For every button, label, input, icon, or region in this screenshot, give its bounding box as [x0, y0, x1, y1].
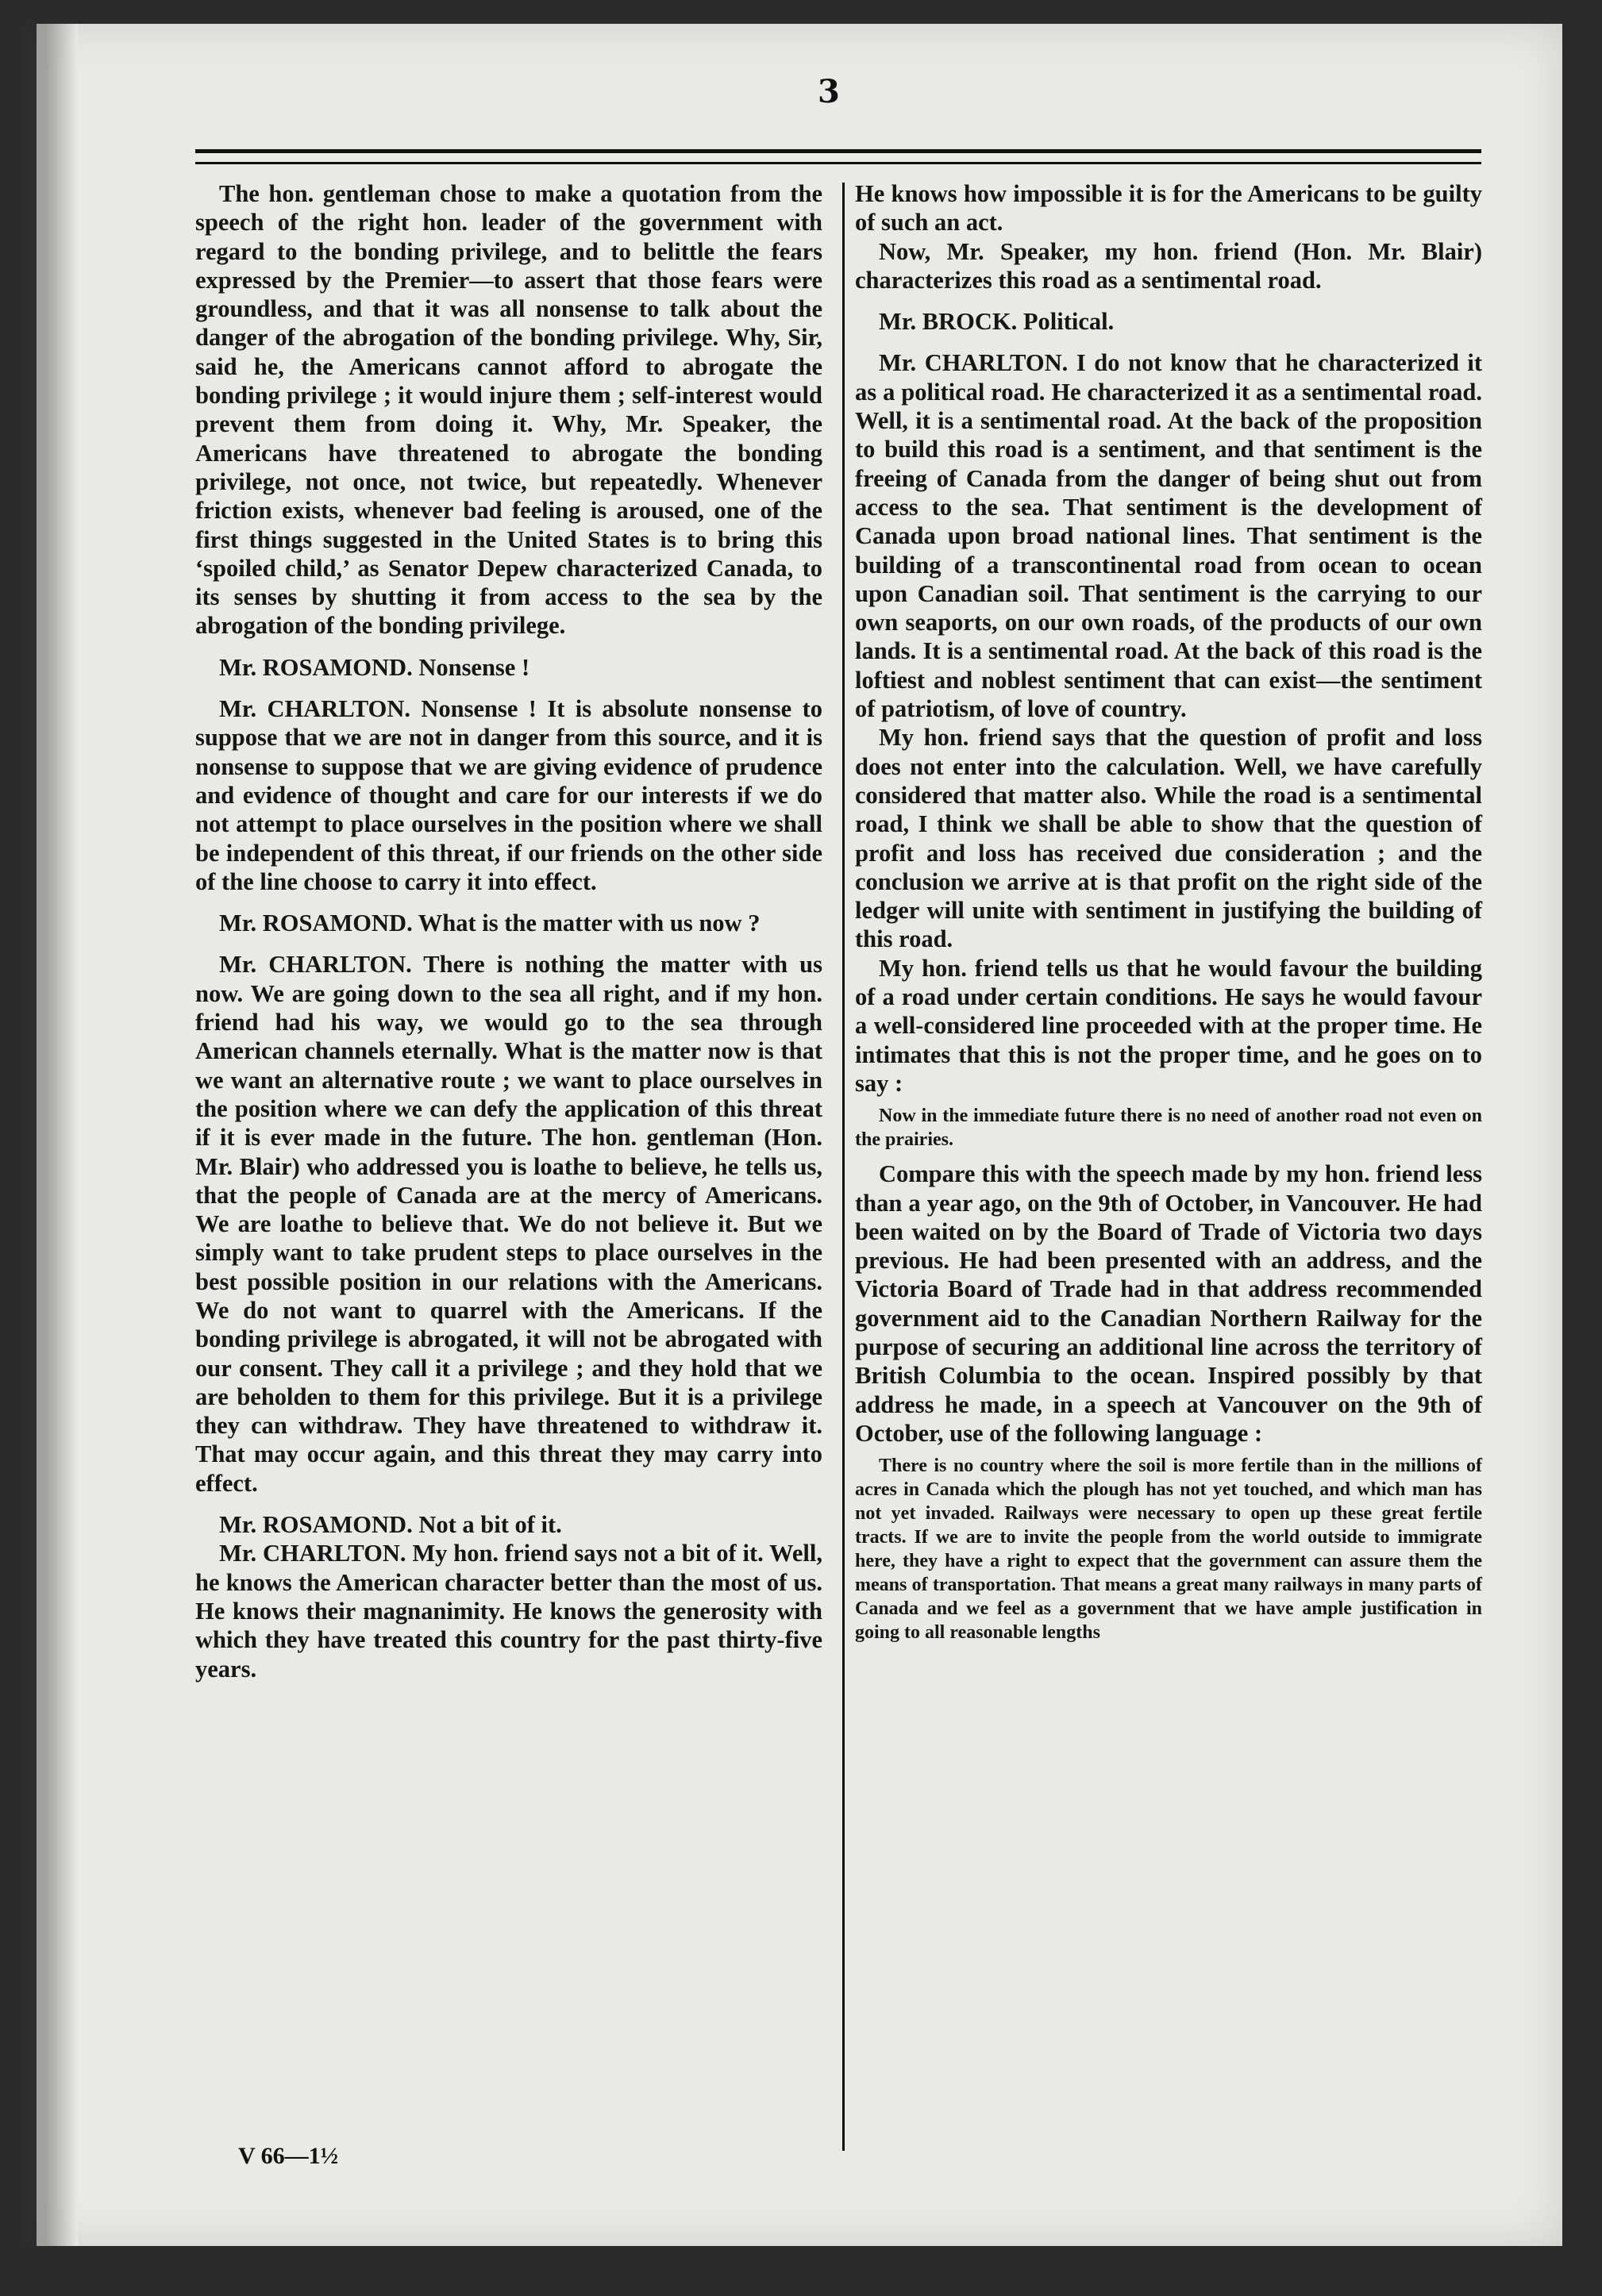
paragraph: Mr. ROSAMOND. What is the matter with us now ? [219, 910, 761, 937]
paragraph: Mr. CHARLTON. My hon. friend says not a bit of it. Well, he knows the American character better than the most of us. He knows their magnanimity. He knows the generosity with which they have treated this country for the past thirty-five years. [195, 1540, 822, 1683]
paragraph: My hon. friend says that the question of profit and loss does not enter into the calculation. Well, we have carefully considered that matter also. While the road is a sentimental road, I think we shall be able to show that the question of profit and loss has received due consideration ; and the conclusion we arrive at is that profit on the right side of the ledger will unite with sentiment in justifying the building of this road. [855, 724, 1482, 953]
paragraph: Now, Mr. Speaker, my hon. friend (Hon. Mr. Blair) characterizes this road as a sentimental road. [855, 237, 1482, 294]
block-quote: There is no country where the soil is more fertile than in the millions of acres in Canada which the plough has not yet touched, and which man has not yet invaded. Railways were necessary to open up these great fertile tracts. If we are to invite the people from the world outside to immigrate here, they have a right to expect that the government can assure them the means of transportation. That means a great many railways in many parts of Canada and we feel as a government that we have ample justification in going to all reasonable lengths [855, 1456, 1482, 1644]
header-rule-secondary [195, 162, 1481, 164]
left-column [195, 179, 822, 1683]
paragraph: Compare this with the speech made by my hon. friend less than a year ago, on the 9th of October, in Vancouver. He had been waited on by the Board of Trade of Victoria two days previous. He had been presented with an address, and the Victoria Board of Trade had in that address recommended government aid to the Canadian Northern Railway for the purpose of securing an additional line across the territory of British Columbia to the ocean. Inspired possibly by that address he made, in a speech at Vancouver on the 9th of October, use of the following language : [855, 1160, 1482, 1447]
paragraph: He knows how impossible it is for the Americans to be guilty of such an act. [855, 180, 1482, 237]
paragraph: Mr. BROCK. Political. [879, 308, 1115, 336]
header-rule [195, 149, 1481, 153]
binding-edge [22, 24, 78, 2246]
paragraph: Mr. CHARLTON. I do not know that he characterized it as a political road. He characterized it as a sentimental road. Well, it is a sentimental road. At the back of the proposition to build this road is a sentiment, and that sentiment is the freeing of Canada from the danger of being shut out from access to the sea. That sentiment is the development of Canada upon broad national lines. That sentiment is the building of a transcontinental road from ocean to ocean upon Canadian soil. That sentiment is the carrying to our own seaports, on our own roads, of the products of our own lands. It is a sentimental road. At the back of this road is the loftiest and noblest sentiment that can exist—the sentiment of patriotism, of love of country. [855, 349, 1482, 723]
block-quote: Now in the immediate future there is no need of another road not even on the prairies. [855, 1106, 1482, 1151]
page-number: 3 [818, 73, 840, 110]
paragraph: Mr. ROSAMOND. Not a bit of it. [219, 1511, 562, 1539]
paragraph: The hon. gentleman chose to make a quotation from the speech of the right hon. leader of the government with regard to the bonding privilege, and to belittle the fears expressed by the Premier—to assert that those fears were groundless, and that it was all nonsense to talk about the danger of the abrogation of the bonding privilege. Why, Sir, said he, the Americans cannot afford to abrogate the bonding privilege ; it would injure them ; self-interest would prevent them from doing it. Why, Mr. Speaker, the Americans have threatened to abrogate the bonding privilege, not once, not twice, but repeatedly. Whenever friction exists, whenever bad feeling is aroused, one of the first things suggested in the United States is to bring this ‘spoiled child,’ as Senator Depew characterized Canada, to its senses by shutting it from access to the sea by the abrogation of the bonding privilege. [195, 180, 822, 640]
column-divider [842, 183, 845, 2151]
paragraph: Mr. CHARLTON. There is nothing the matter with us now. We are going down to the sea all right, and if my hon. friend had his way, we would go to the sea through American channels eternally. What is the matter now is that we want an alternative route ; we want to place ourselves in the position where we can defy the application of this threat if it is ever made in the future. The hon. gentleman (Hon. Mr. Blair) who addressed you is loathe to believe, he tells us, that the people of Canada are at the mercy of Americans. We are loathe to believe that. We do not believe it. But we simply want to take prudent steps to place ourselves in the best possible position in our relations with the Americans. We do not want to quarrel with the Americans. If the bonding privilege is abrogated, it will not be abrogated with our consent. They call it a privilege ; and they hold that we are beholden to them for this privilege. But it is a privilege they can withdraw. They have threatened to withdraw it. That may occur again, and this threat they may carry into effect. [195, 951, 822, 1497]
printer-signature: V 66—1½ [238, 2143, 339, 2169]
paragraph: Mr. CHARLTON. Nonsense ! It is absolute nonsense to suppose that we are not in danger from this source, and it is nonsense to suppose that we are giving evidence of prudence and evidence of thought and care for our interests if we do not attempt to place ourselves in the position where we shall be independent of this threat, if our friends on the other side of the line choose to carry it into effect. [195, 695, 822, 895]
right-column [855, 179, 1482, 1652]
paragraph: My hon. friend tells us that he would favour the building of a road under certain conditions. He says he would favour a well-considered line proceeded with at the proper time. He intimates that this is not the proper time, and he goes on to say : [855, 954, 1482, 1097]
paragraph: Mr. ROSAMOND. Nonsense ! [219, 653, 530, 681]
